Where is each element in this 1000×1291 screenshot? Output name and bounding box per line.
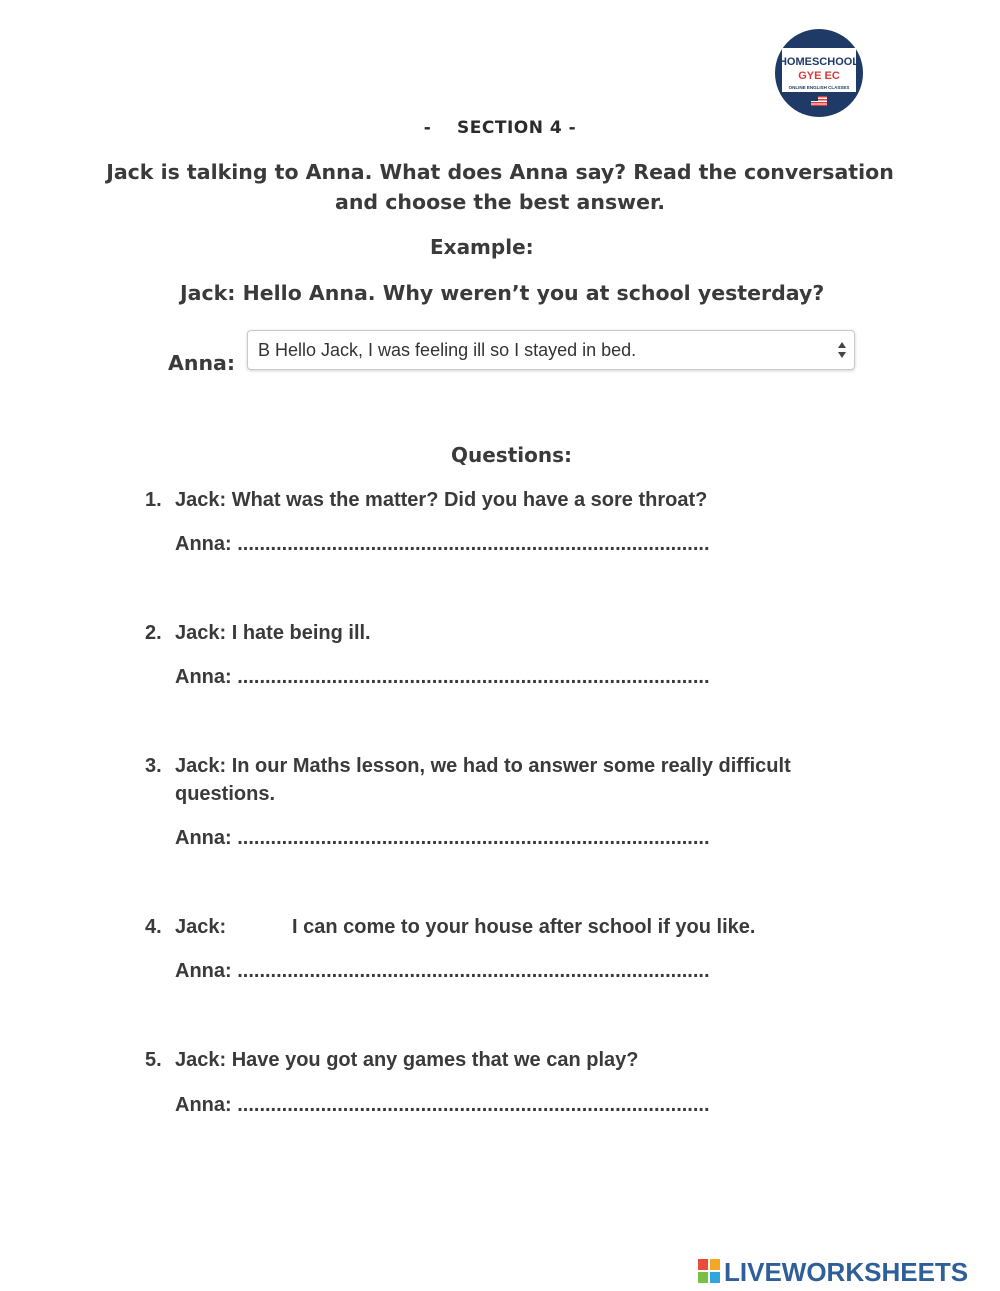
- logo-line1: HOMESCHOOL: [778, 56, 860, 68]
- example-jack-line: Jack: Hello Anna. Why weren’t you at school yesterday?: [180, 281, 825, 305]
- question-5-jack: Jack: Have you got any games that we can play?: [175, 1049, 639, 1071]
- question-4-jack: I can come to your house after school if you like.: [292, 916, 756, 938]
- question-4-answer[interactable]: Anna: .....................................................................................: [175, 960, 710, 982]
- question-4-jack-label: Jack:: [175, 916, 227, 938]
- logo-line2: GYE EC: [798, 70, 840, 82]
- example-answer-select[interactable]: [247, 330, 855, 370]
- question-3-number: 3.: [145, 755, 162, 777]
- instructions: [0, 157, 1000, 217]
- logo-line3: ONLINE ENGLISH CLASSES: [788, 85, 850, 90]
- question-4-number: 4.: [145, 916, 162, 938]
- liveworksheets-squares-icon: [698, 1259, 720, 1283]
- questions-label: Questions:: [451, 443, 573, 467]
- section-title: - SECTION 4 -: [423, 118, 577, 138]
- example-anna-label: Anna:: [168, 351, 236, 375]
- instructions-line1: Jack is talking to Anna. What does Anna say? Read the conversation: [106, 160, 894, 184]
- liveworksheets-logo: [698, 1258, 994, 1286]
- question-2-number: 2.: [145, 622, 162, 644]
- liveworksheets-brand: LIVEWORKSHEETS: [724, 1257, 969, 1287]
- question-5-answer[interactable]: Anna: .....................................................................................: [175, 1094, 710, 1116]
- question-3-jack-line2: questions.: [175, 783, 276, 805]
- homeschool-logo: [774, 28, 864, 118]
- us-flag-icon: [811, 96, 827, 106]
- question-5-number: 5.: [145, 1049, 162, 1071]
- example-answer-selected: B Hello Jack, I was feeling ill so I stayed in bed.: [258, 340, 637, 360]
- question-1-jack: Jack: What was the matter? Did you have a sore throat?: [175, 489, 708, 511]
- question-3-answer[interactable]: Anna: .....................................................................................: [175, 827, 710, 849]
- question-1-number: 1.: [145, 489, 162, 511]
- example-label: Example:: [430, 235, 534, 259]
- instructions-line2: and choose the best answer.: [335, 190, 665, 214]
- question-2-jack: Jack: I hate being ill.: [175, 622, 371, 644]
- question-3-jack-line1: Jack: In our Maths lesson, we had to answer some really difficult: [175, 755, 791, 777]
- select-arrows-icon: [837, 339, 847, 361]
- question-2-answer[interactable]: Anna: .....................................................................................: [175, 666, 710, 688]
- question-1-answer[interactable]: Anna: .....................................................................................: [175, 533, 710, 555]
